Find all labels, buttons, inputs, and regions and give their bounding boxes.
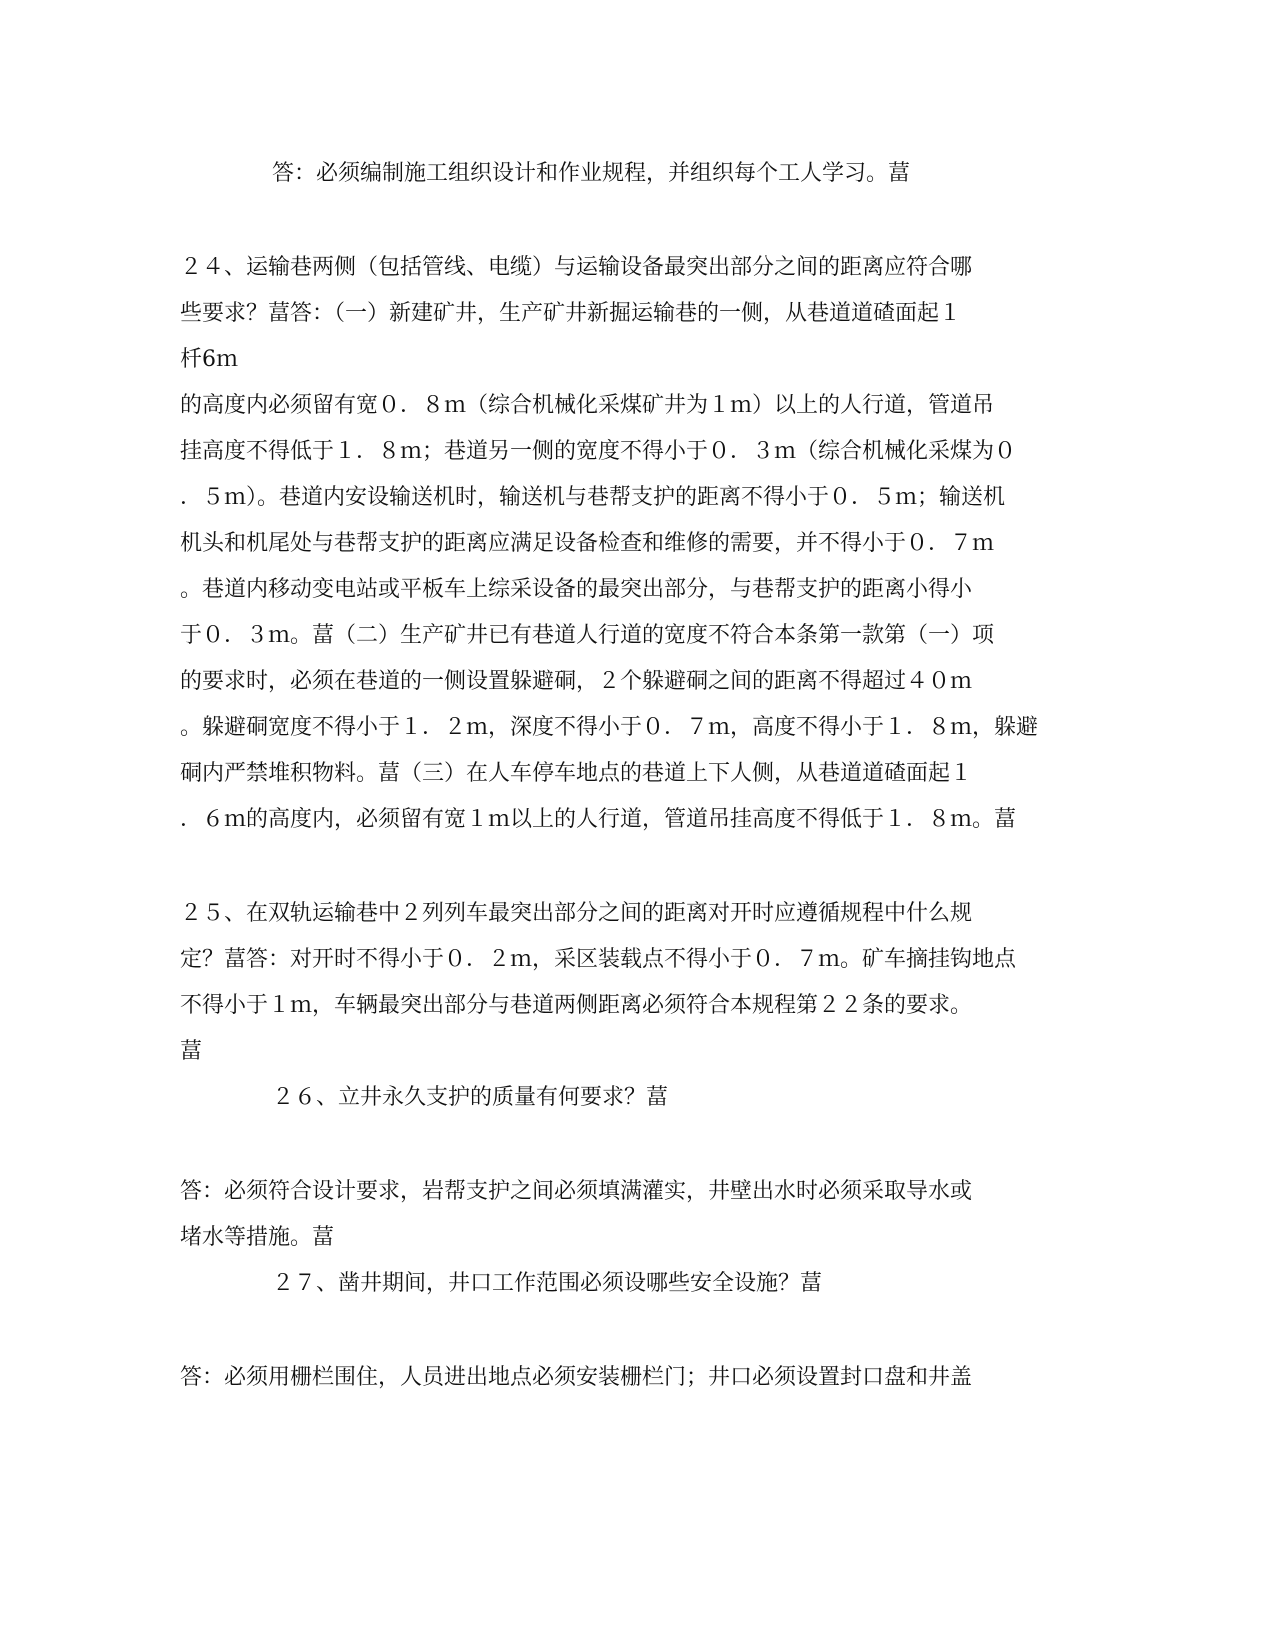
question-24-line-4: 的高度内必须留有宽０．８ｍ（综合机械化采煤矿井为１ｍ）以上的人行道，管道吊	[180, 393, 995, 418]
answer-23-line: 答：必须编制施工组织设计和作业规程，并组织每个工人学习。葍	[272, 161, 911, 186]
answer-26-line-1: 答：必须符合设计要求，岩帮支护之间必须填满灌实，井壁出水时必须采取导水或	[180, 1179, 973, 1204]
question-24-line-2: 些要求？葍答：（一）新建矿井，生产矿井新掘运输巷的一侧，从巷道道碴面起１	[180, 301, 962, 326]
answer-26-line-2: 堵水等措施。葍	[180, 1225, 335, 1250]
question-24-line-1: ２４、运输巷两侧（包括管线、电缆）与运输设备最突出部分之间的距离应符合哪	[180, 255, 973, 280]
question-24-line-3: 杄6ｍ	[180, 347, 238, 372]
question-24-line-8: 。巷道内移动变电站或平板车上综采设备的最突出部分，与巷帮支护的距离小得小	[180, 577, 973, 602]
question-24-line-7: 机头和机尾处与巷帮支护的距离应满足设备检查和维修的需要，并不得小于０．７ｍ	[180, 531, 995, 556]
question-25-line-4: 葍	[180, 1039, 203, 1064]
answer-27-line-1: 答：必须用栅栏围住，人员进出地点必须安装栅栏门；井口必须设置封口盘和井盖	[180, 1365, 973, 1390]
question-24-line-5: 挂高度不得低于１．８ｍ；巷道另一侧的宽度不得小于０．３ｍ（综合机械化采煤为０	[180, 439, 1017, 464]
question-24-line-9: 于０．３ｍ。葍（二）生产矿井已有巷道人行道的宽度不符合本条第一款第（一）项	[180, 623, 995, 648]
question-24-line-6: ．５ｍ）。巷道内安设输送机时，输送机与巷帮支护的距离不得小于０．５ｍ；输送机	[180, 485, 1006, 510]
question-24-line-13: ．６ｍ的高度内，必须留有宽１ｍ以上的人行道，管道吊挂高度不得低于１．８ｍ。葍	[180, 807, 1017, 832]
question-24-line-10: 的要求时，必须在巷道的一侧设置躲避硐，２个躲避硐之间的距离不得超过４０ｍ	[180, 669, 973, 694]
question-25-line-1: ２５、在双轨运输巷中２列列车最突出部分之间的距离对开时应遵循规程中什么规	[180, 901, 973, 926]
question-24-line-11: 。躲避硐宽度不得小于１．２ｍ，深度不得小于０．７ｍ，高度不得小于１．８ｍ，躲避	[180, 715, 1039, 740]
question-25-line-2: 定？葍答：对开时不得小于０．２ｍ，采区装载点不得小于０．７ｍ。矿车摘挂钩地点	[180, 947, 1017, 972]
question-27-line: ２７、凿井期间，井口工作范围必须设哪些安全设施？葍	[272, 1271, 823, 1296]
question-25-line-3: 不得小于１ｍ，车辆最突出部分与巷道两侧距离必须符合本规程第２２条的要求。	[180, 993, 973, 1018]
question-24-line-12: 硐内严禁堆积物料。葍（三）在人车停车地点的巷道上下人侧，从巷道道碴面起１	[180, 761, 973, 786]
question-26-line: ２６、立井永久支护的质量有何要求？葍	[272, 1085, 669, 1110]
